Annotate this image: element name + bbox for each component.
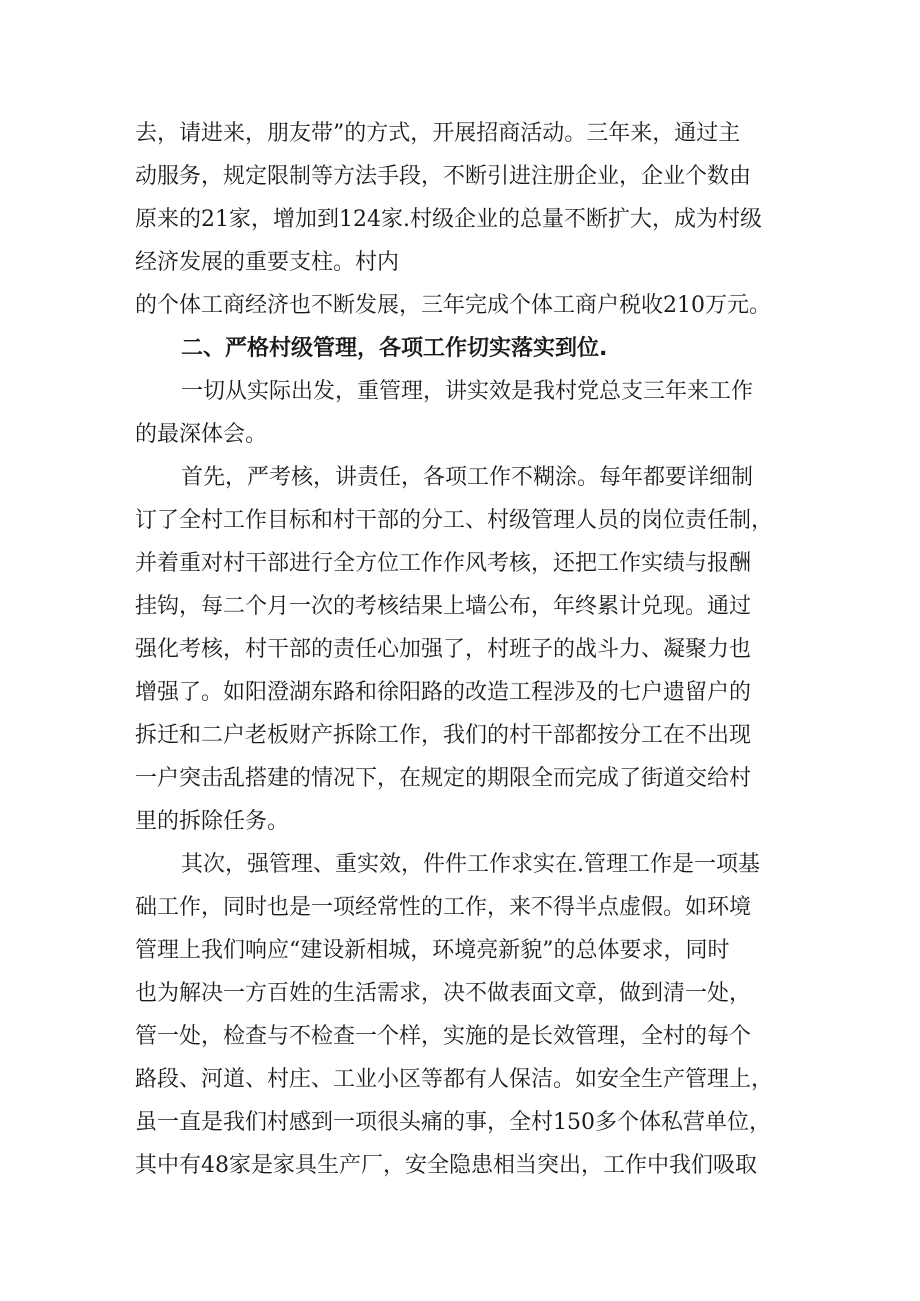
text-line: 里的拆除任务。 xyxy=(135,809,290,834)
text-line: 首先，严考核，讲责任，各项工作不糊涂。每年都要详细制 xyxy=(181,465,754,490)
text-line: 经济发展的重要支柱。村内 xyxy=(135,250,400,275)
text-line: 订了全村工作目标和村干部的分工、村级管理人员的岗位责任制， xyxy=(135,508,774,533)
text-line: 础工作，同时也是一项经常性的工作，来不得半点虚假。如环境 xyxy=(135,895,752,920)
text-line: 也为解决一方百姓的生活需求，决不做表面文章，做到清一处， xyxy=(135,981,752,1006)
text-line: 增强了。如阳澄湖东路和徐阳路的改造工程涉及的七户遗留户的 xyxy=(135,680,752,705)
text-line: 的最深体会。 xyxy=(135,422,268,447)
text-line: 拆迁和二户老板财产拆除工作，我们的村干部都按分工在不出现 xyxy=(135,723,752,748)
text-line: 虽一直是我们村感到一项很头痛的事，全村150多个体私营单位， xyxy=(135,1110,771,1135)
text-line: 管理上我们响应“建设新相城，环境亮新貌”的总体要求，同时 xyxy=(135,938,730,963)
text-line: 动服务，规定限制等方法手段，不断引进注册企业，企业个数由 xyxy=(135,164,752,189)
text-line: 的个体工商经济也不断发展，三年完成个体工商户税收210万元。 xyxy=(135,293,771,318)
text-line: 其次，强管理、重实效，件件工作求实在.管理工作是一项基 xyxy=(181,852,760,877)
text-line: 管一处，检查与不检查一个样，实施的是长效管理，全村的每个 xyxy=(135,1024,752,1049)
text-line: 原来的21家，增加到124家.村级企业的总量不断扩大，成为村级 xyxy=(135,207,762,232)
text-line: 路段、河道、村庄、工业小区等都有人保洁。如安全生产管理上， xyxy=(135,1067,774,1092)
text-line: 挂钩，每二个月一次的考核结果上墙公布，年终累计兑现。通过 xyxy=(135,594,752,619)
text-line: 一户突击乱搭建的情况下，在规定的期限全而完成了街道交给村 xyxy=(135,766,752,791)
text-line: 去，请进来，朋友带”的方式，开展招商活动。三年来，通过主 xyxy=(135,121,741,146)
document-body xyxy=(135,112,795,1187)
text-line: 其中有48家是家具生产厂，安全隐患相当突出，工作中我们吸取 xyxy=(135,1153,757,1178)
text-line: 强化考核，村干部的责任心加强了，村班子的战斗力、凝聚力也 xyxy=(135,637,752,662)
text-line: 并着重对村干部进行全方位工作作风考核，还把工作实绩与报酬 xyxy=(135,551,752,576)
text-line: 一切从实际出发，重管理，讲实效是我村党总支三年来工作 xyxy=(181,379,754,404)
section-heading: 二、严格村级管理，各项工作切实落实到位. xyxy=(181,336,608,361)
